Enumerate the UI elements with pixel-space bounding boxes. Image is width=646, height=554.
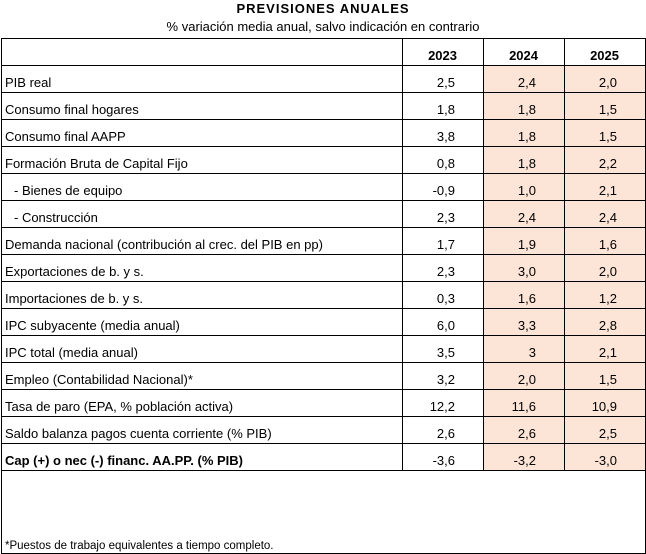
table-row xyxy=(2,390,646,417)
value-2023: 2,3 xyxy=(403,255,484,282)
value-2025: 2,1 xyxy=(565,174,646,201)
value-2023: 1,8 xyxy=(403,93,484,120)
column-header-2023: 2023 xyxy=(403,39,484,66)
table-row xyxy=(2,66,646,93)
value-2024: 1,8 xyxy=(484,120,565,147)
value-2024: 3,3 xyxy=(484,309,565,336)
table-row xyxy=(2,174,646,201)
row-label: - Bienes de equipo xyxy=(2,174,403,201)
table-row xyxy=(2,282,646,309)
value-2023: 2,3 xyxy=(403,201,484,228)
value-2025: 1,2 xyxy=(565,282,646,309)
row-label: Consumo final hogares xyxy=(2,93,403,120)
column-header-2024: 2024 xyxy=(484,39,565,66)
value-2023: 2,5 xyxy=(403,66,484,93)
table-row xyxy=(2,201,646,228)
row-label: Empleo (Contabilidad Nacional)* xyxy=(2,363,403,390)
row-label: Consumo final AAPP xyxy=(2,120,403,147)
table-row xyxy=(2,120,646,147)
table-header-row xyxy=(2,39,646,66)
footnote: *Puestos de trabajo equivalentes a tiempo completo. xyxy=(2,471,646,554)
value-2025: 1,5 xyxy=(565,93,646,120)
row-label: Importaciones de b. y s. xyxy=(2,282,403,309)
value-2023: 12,2 xyxy=(403,390,484,417)
row-label: Cap (+) o nec (-) financ. AA.PP. (% PIB) xyxy=(2,444,403,471)
value-2024: -3,2 xyxy=(484,444,565,471)
value-2025: 2,0 xyxy=(565,66,646,93)
table-row xyxy=(2,93,646,120)
value-2025: 1,5 xyxy=(565,363,646,390)
value-2023: 3,5 xyxy=(403,336,484,363)
value-2024: 2,0 xyxy=(484,363,565,390)
table-row xyxy=(2,363,646,390)
value-2024: 3 xyxy=(484,336,565,363)
value-2025: 10,9 xyxy=(565,390,646,417)
table-row xyxy=(2,228,646,255)
value-2024: 2,4 xyxy=(484,201,565,228)
value-2024: 1,6 xyxy=(484,282,565,309)
row-label: Formación Bruta de Capital Fijo xyxy=(2,147,403,174)
value-2025: 1,6 xyxy=(565,228,646,255)
value-2024: 1,8 xyxy=(484,147,565,174)
value-2023: 6,0 xyxy=(403,309,484,336)
column-header-2025: 2025 xyxy=(565,39,646,66)
row-label: Demanda nacional (contribución al crec. del PIB en pp) xyxy=(2,228,403,255)
value-2025: 2,5 xyxy=(565,417,646,444)
forecast-table xyxy=(1,38,646,554)
row-label: PIB real xyxy=(2,66,403,93)
page-subtitle: % variación media anual, salvo indicación en contrario xyxy=(166,19,480,34)
row-label: Tasa de paro (EPA, % población activa) xyxy=(2,390,403,417)
table-row xyxy=(2,147,646,174)
value-2024: 3,0 xyxy=(484,255,565,282)
value-2023: 1,7 xyxy=(403,228,484,255)
value-2023: 3,2 xyxy=(403,363,484,390)
table-row xyxy=(2,444,646,471)
table-row xyxy=(2,417,646,444)
value-2025: 2,4 xyxy=(565,201,646,228)
value-2024: 1,8 xyxy=(484,93,565,120)
row-label: Exportaciones de b. y s. xyxy=(2,255,403,282)
value-2024: 11,6 xyxy=(484,390,565,417)
table-row xyxy=(2,309,646,336)
value-2025: 1,5 xyxy=(565,120,646,147)
value-2025: -3,0 xyxy=(565,444,646,471)
table-row xyxy=(2,336,646,363)
value-2025: 2,1 xyxy=(565,336,646,363)
value-2023: 0,8 xyxy=(403,147,484,174)
header-empty-cell xyxy=(2,39,403,66)
row-label: IPC total (media anual) xyxy=(2,336,403,363)
value-2023: -3,6 xyxy=(403,444,484,471)
value-2024: 1,9 xyxy=(484,228,565,255)
row-label: Saldo balanza pagos cuenta corriente (% PIB) xyxy=(2,417,403,444)
row-label: IPC subyacente (media anual) xyxy=(2,309,403,336)
value-2025: 2,8 xyxy=(565,309,646,336)
value-2023: -0,9 xyxy=(403,174,484,201)
value-2024: 1,0 xyxy=(484,174,565,201)
value-2025: 2,2 xyxy=(565,147,646,174)
value-2025: 2,0 xyxy=(565,255,646,282)
value-2024: 2,4 xyxy=(484,66,565,93)
value-2023: 2,6 xyxy=(403,417,484,444)
value-2023: 0,3 xyxy=(403,282,484,309)
value-2024: 2,6 xyxy=(484,417,565,444)
value-2023: 3,8 xyxy=(403,120,484,147)
page-title: PREVISIONES ANUALES xyxy=(236,1,410,16)
footnote-row xyxy=(2,471,646,554)
table-row xyxy=(2,255,646,282)
row-label: - Construcción xyxy=(2,201,403,228)
